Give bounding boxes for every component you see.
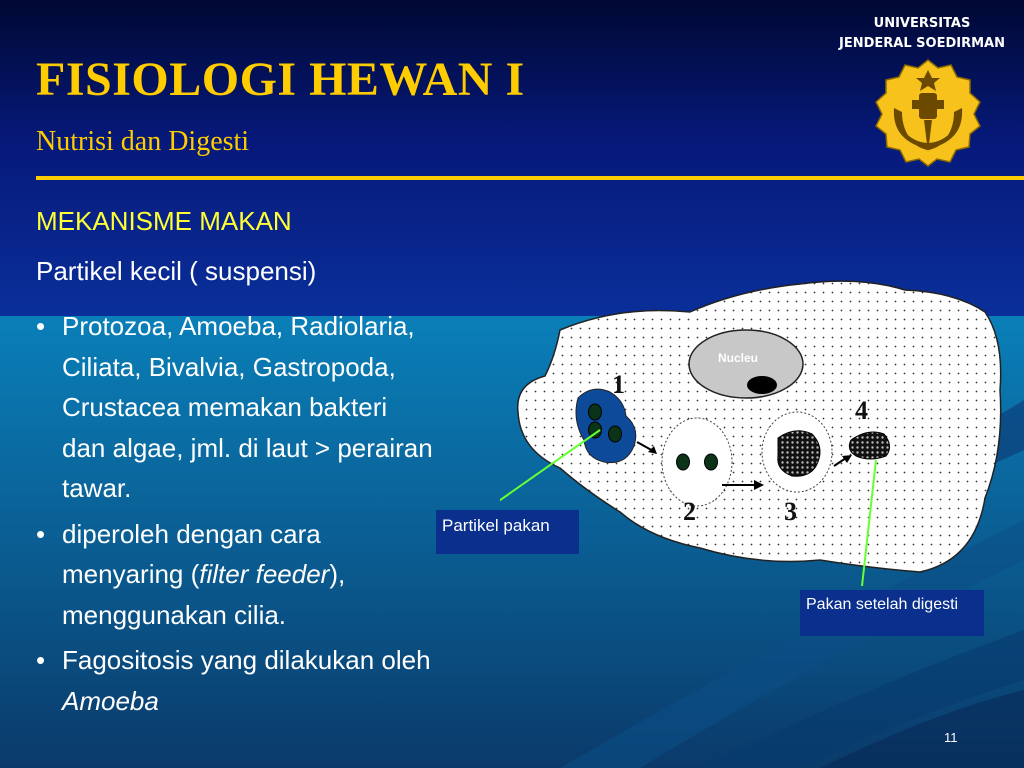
bullet-italic-term: Amoeba [62, 685, 159, 716]
bullet-text: Protozoa, Amoeba, Radiolaria, Ciliata, Bivalvia, Gastropoda, Crustacea memakan bakteri dan algae, jml. di laut > perairan tawar. [62, 311, 433, 503]
bullet-item [36, 306, 436, 509]
partikel-pakan-label: Partikel pakan [436, 510, 579, 554]
section-subheading: Partikel kecil ( suspensi) [36, 256, 317, 286]
slide-subtitle: Nutrisi dan Digesti [36, 126, 250, 157]
bullet-dot: • [36, 518, 46, 549]
university-logo [872, 56, 984, 168]
food-particle [677, 454, 690, 470]
bullet-list [36, 306, 436, 726]
title-divider [36, 176, 1024, 180]
food-particle [609, 426, 622, 442]
bullet-item [36, 640, 436, 721]
food-vacuole-2 [662, 418, 732, 506]
bullet-text: ), menggunakan cilia. [62, 559, 346, 630]
university-line-1: UNIVERSITAS [873, 16, 971, 31]
food-particle [589, 404, 602, 420]
nucleus-label: Nucleu [718, 351, 759, 365]
step-label-1: 1 [612, 370, 625, 399]
bullet-item [36, 514, 436, 636]
section-heading: MEKANISME MAKAN [36, 206, 292, 236]
step-label-4: 4 [855, 396, 868, 425]
slide-title: FISIOLOGI HEWAN I [36, 53, 525, 106]
nucleolus [747, 376, 777, 394]
digesting-food [778, 431, 820, 476]
bullet-dot: • [36, 311, 46, 341]
university-name [836, 14, 1008, 54]
bullet-text: diperoleh dengan cara menyaring ( [62, 518, 321, 589]
bullet-dot: • [36, 645, 46, 675]
bullet-text: Fagositosis yang dilakukan oleh [62, 645, 431, 675]
step-label-2: 2 [683, 497, 696, 526]
university-line-2: JENDERAL SOEDIRMAN [839, 36, 1005, 51]
pakan-setelah-digesti-label: Pakan setelah digesti [800, 590, 984, 636]
food-particle [705, 454, 718, 470]
step-label-3: 3 [784, 497, 797, 526]
page-number: 11 [944, 730, 958, 745]
bullet-italic-term: filter feeder [199, 559, 330, 589]
